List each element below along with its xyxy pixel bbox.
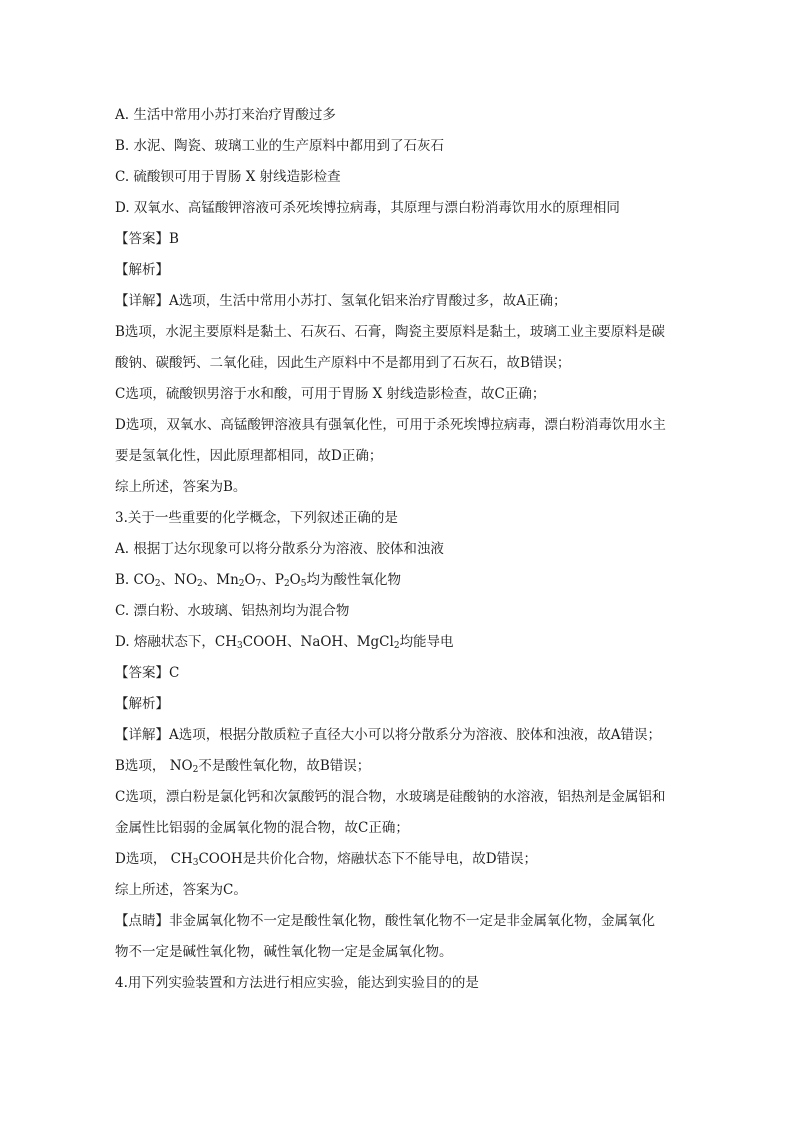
q2-detail-a: 【详解】A选项，生活中常用小苏打、氢氧化铝来治疗胃酸过多，故A正确； — [115, 293, 567, 309]
q3-detail-c-line1: C选项，漂白粉是氯化钙和次氯酸钙的混合物，水玻璃是硅酸钠的水溶液，铝热剂是金属铝和 — [115, 789, 666, 805]
subscript: 3 — [237, 641, 243, 651]
q2-summary: 综上所述，答案为B。 — [115, 479, 247, 495]
q3-option-d-text: COOH、NaOH、MgCl — [242, 634, 394, 650]
q3-detail-d-text: COOH是共价化合物，熔融状态下不能导电，故D错误； — [198, 851, 538, 867]
q3-option-d-text: D. 熔融状态下，CH — [115, 634, 238, 650]
q2-option-a: A. 生活中常用小苏打来治疗胃酸过多 — [115, 107, 336, 123]
q2-detail-d-line2: 要是氢氧化性，因此原理都相同，故D正确； — [115, 448, 383, 464]
subscript: 2 — [393, 641, 400, 651]
q2-analysis-heading: 【解析】 — [115, 262, 169, 278]
q3-detail-b-text: B选项， NO — [115, 758, 193, 774]
q3-detail-d — [115, 844, 690, 875]
q2-option-c: C. 硫酸钡可用于胃肠 X 射线造影检查 — [115, 169, 341, 185]
q3-stem: 3.关于一些重要的化学概念，下列叙述正确的是 — [115, 510, 398, 526]
subscript: 2 — [192, 765, 199, 775]
q2-detail-b-line1: B选项，水泥主要原料是黏土、石灰石、石膏，陶瓷主要原料是黏土，玻璃工业主要原料是碳 — [115, 324, 665, 340]
q3-option-c: C. 漂白粉、水玻璃、铝热剂均为混合物 — [115, 603, 350, 619]
q2-detail-b-line2: 酸钠、碳酸钙、二氧化硅，因此生产原料中不是都用到了石灰石，故B错误； — [115, 355, 571, 371]
subscript: 2 — [283, 579, 290, 589]
q3-detail-d-text: D选项， CH — [115, 851, 193, 867]
q3-option-d — [115, 627, 690, 658]
q3-note-line2: 物不一定是碱性氧化物，碱性氧化物一定是金属氧化物。 — [115, 944, 453, 960]
q3-option-b-text: O — [244, 572, 256, 588]
q3-detail-b-text: 不是酸性氧化物，故B错误； — [198, 758, 371, 774]
q3-option-d-text: 均能导电 — [399, 634, 454, 650]
q2-answer: 【答案】B — [115, 231, 179, 247]
document-body — [115, 100, 690, 999]
q3-detail-a: 【详解】A选项，根据分散质粒子直径大小可以将分散系分为溶液、胶体和浊液，故A错误； — [115, 727, 661, 743]
q4-stem: 4.用下列实验装置和方法进行相应实验，能达到实验目的的是 — [115, 975, 479, 991]
q3-option-b-text: O — [289, 572, 301, 588]
q3-option-b-text: 、Mn — [202, 572, 239, 588]
q3-note-line1: 【点睛】非金属氧化物不一定是酸性氧化物，酸性氧化物不一定是非金属氧化物，金属氧化 — [115, 913, 655, 929]
q2-option-d: D. 双氧水、高锰酸钾溶液可杀死埃博拉病毒，其原理与漂白粉消毒饮用水的原理相同 — [115, 200, 620, 216]
q2-option-b: B. 水泥、陶瓷、玻璃工业的生产原料中都用到了石灰石 — [115, 138, 445, 154]
subscript: 2 — [197, 579, 203, 589]
q3-analysis-heading: 【解析】 — [115, 696, 169, 712]
q2-detail-c: C选项，硫酸钡男溶于水和酸，可用于胃肠 X 射线造影检查，故C正确； — [115, 386, 546, 402]
subscript: 5 — [300, 579, 307, 589]
q3-option-b — [115, 565, 690, 596]
q3-detail-c-line2: 金属性比铝弱的金属氧化物的混合物，故C正确； — [115, 820, 409, 836]
q3-summary: 综上所述，答案为C。 — [115, 882, 247, 898]
q3-option-b-text: 、NO — [160, 572, 198, 588]
subscript: 7 — [255, 579, 262, 589]
q3-answer: 【答案】C — [115, 665, 180, 681]
q3-option-a: A. 根据丁达尔现象可以将分散系分为溶液、胶体和浊液 — [115, 541, 444, 557]
q3-option-b-text: 均为酸性氧化物 — [306, 572, 401, 588]
q3-option-b-text: B. CO — [115, 572, 155, 588]
q2-detail-d-line1: D选项，双氧水、高锰酸钾溶液具有强氧化性，可用于杀死埃博拉病毒，漂白粉消毒饮用水主 — [115, 417, 666, 433]
subscript: 2 — [238, 579, 245, 589]
subscript: 2 — [154, 579, 161, 589]
q3-option-b-text: 、P — [261, 572, 284, 588]
q3-detail-b — [115, 751, 690, 782]
subscript: 3 — [192, 858, 199, 868]
